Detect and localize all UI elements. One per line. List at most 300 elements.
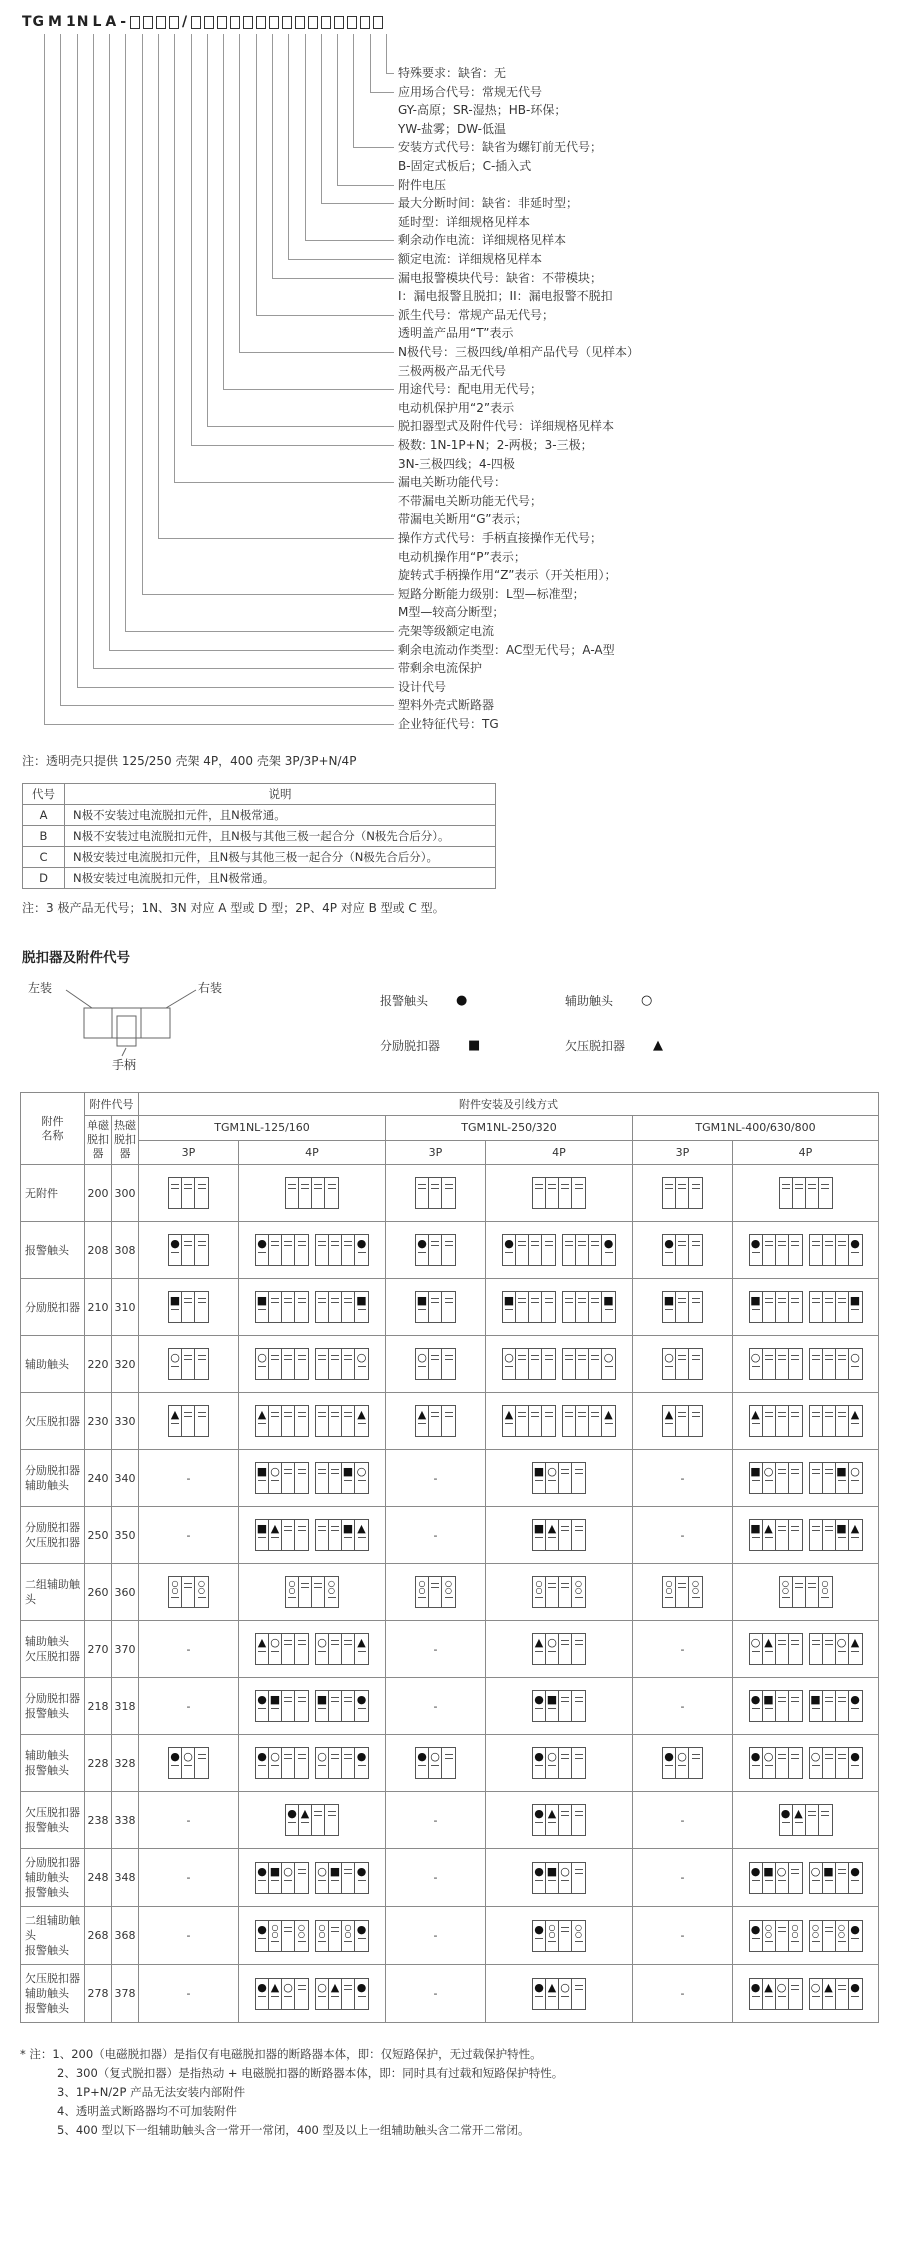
pole-diagram [749, 1405, 803, 1437]
contact-tick [284, 1416, 292, 1417]
annotation-connector-vertical [158, 34, 159, 538]
aux-contact-symbol: ○ [171, 1579, 179, 1588]
pole-diagram [532, 1177, 586, 1209]
alarm-contact-symbol: ● [257, 1237, 267, 1250]
contact-tick [561, 1184, 569, 1185]
annotation-connector-vertical [191, 34, 192, 445]
accessory-name-line: 报警触头 [25, 1886, 69, 1899]
contact-tick [812, 1765, 820, 1766]
single-magnetic-code: 250 [85, 1507, 112, 1564]
contact-tick [318, 1530, 326, 1531]
contact-tick [318, 1941, 326, 1942]
shunt-release-symbol: ■ [316, 1693, 328, 1706]
footnotes [20, 2045, 880, 2140]
aux-contact-symbol: ○ [838, 1922, 845, 1932]
pole-diagram [562, 1405, 616, 1437]
accessory-name-line: 无附件 [25, 1186, 58, 1200]
pole-compartment [849, 1634, 862, 1664]
model-code-segment: 1N [65, 14, 90, 30]
pole-compartment [342, 1979, 355, 2009]
pole-compartment [416, 1748, 429, 1778]
pole-compartment [836, 1406, 849, 1436]
contact-tick [184, 1241, 192, 1242]
pole-diagram [415, 1348, 456, 1380]
pole-compartment [316, 1520, 329, 1550]
contact-tick [445, 1355, 453, 1356]
aux-contact-symbol: ○ [317, 1980, 327, 1994]
contact-tick [851, 1765, 859, 1766]
annotation-line: 操作方式代号：手柄直接操作无代号； [398, 531, 603, 545]
pole-compartment [182, 1406, 195, 1436]
contact-tick [418, 1765, 426, 1766]
contact-tick [431, 1241, 439, 1242]
contact-tick [535, 1822, 543, 1823]
pole-compartment [823, 1406, 836, 1436]
contact-tick [782, 1188, 790, 1189]
contact-tick [575, 1815, 583, 1816]
contact-tick [752, 1423, 760, 1424]
contact-tick [548, 1996, 556, 1997]
pole-compartment [789, 1349, 802, 1379]
aux-contact-symbol: ○ [763, 1465, 774, 1478]
undervoltage-release-symbol: ▲ [417, 1408, 427, 1421]
contact-tick [431, 1188, 439, 1189]
annotation-connector-vertical [305, 34, 306, 240]
pole-compartment [806, 1577, 819, 1607]
contact-tick [271, 1537, 279, 1538]
pole-compartment [602, 1292, 615, 1322]
contact-tick [795, 1188, 803, 1189]
aux-contact-symbol: ○ [812, 1922, 819, 1932]
pole-compartment [429, 1292, 442, 1322]
pole-diagram [255, 1862, 309, 1894]
contact-tick [791, 1640, 799, 1641]
contact-tick [561, 1931, 569, 1932]
contact-tick [808, 1587, 816, 1588]
alarm-contact-symbol: ● [850, 1237, 860, 1250]
contact-tick [752, 1252, 760, 1253]
contact-tick [358, 1423, 366, 1424]
contact-tick [575, 1697, 583, 1698]
installation-cell: - [633, 1507, 733, 1564]
contact-tick [505, 1366, 513, 1367]
pole-diagram [415, 1747, 456, 1779]
alarm-contact-symbol: ● [850, 1980, 860, 1994]
alarm-contact-symbol: ● [257, 1980, 267, 1994]
contact-tick [808, 1188, 816, 1189]
pole-compartment [542, 1349, 555, 1379]
pole-compartment [819, 1178, 832, 1208]
left-install-label: 左装 [28, 981, 53, 995]
contact-tick [284, 1701, 292, 1702]
accessory-name-cell [21, 1450, 85, 1507]
contact-tick [198, 1302, 206, 1303]
annotation-line: 企业特征代号：TG [398, 717, 499, 731]
pole-compartment [676, 1292, 689, 1322]
double-aux-symbol [172, 1580, 179, 1594]
pole-compartment [546, 1863, 559, 1893]
pole-compartment [316, 1979, 329, 2009]
installation-cell [733, 1165, 879, 1222]
alarm-contact-symbol: ● [534, 1750, 544, 1763]
accessory-name-cell [21, 1621, 85, 1678]
contact-tick [825, 1927, 833, 1928]
annotation-text [398, 715, 499, 734]
contact-tick [825, 1644, 833, 1645]
contact-tick [535, 1480, 543, 1481]
shunt-release-symbol: ■ [663, 1294, 675, 1307]
pole-diagram [779, 1576, 833, 1608]
contact-tick [535, 1651, 543, 1652]
contact-tick [565, 1359, 573, 1360]
pole-diagram [255, 1405, 309, 1437]
contact-tick [284, 1644, 292, 1645]
aux-contact-symbol: ○ [504, 1351, 514, 1364]
contact-tick [778, 1644, 786, 1645]
contact-tick [578, 1355, 586, 1356]
contact-tick [518, 1412, 526, 1413]
contact-tick [825, 1302, 833, 1303]
pole-compartment [849, 1235, 862, 1265]
contact-tick [318, 1359, 326, 1360]
installation-cell [239, 1621, 386, 1678]
annotation-line: 电动机操作用“P”表示； [398, 549, 526, 564]
contact-tick [548, 1583, 556, 1584]
contact-tick [791, 1473, 799, 1474]
pole-compartment [819, 1805, 832, 1835]
code-description-cell: N极不安装过电流脱扣元件，且N极常通。 [65, 805, 496, 826]
contact-tick [548, 1537, 556, 1538]
installation-cell: - [139, 1621, 239, 1678]
contact-tick [358, 1765, 366, 1766]
contact-tick [344, 1941, 352, 1942]
installation-cell [733, 1450, 879, 1507]
code-letter-cell: A [23, 805, 65, 826]
aux-contact-symbol: ○ [418, 1579, 426, 1588]
contact-tick [545, 1241, 553, 1242]
pole-compartment [355, 1520, 368, 1550]
contact-tick [344, 1412, 352, 1413]
shunt-release-symbol: ■ [763, 1693, 774, 1706]
pole-diagram [255, 1348, 309, 1380]
contact-tick [851, 1480, 859, 1481]
pole-compartment [763, 1520, 776, 1550]
contact-tick [838, 1869, 846, 1870]
pole-diagram [809, 1633, 863, 1665]
pole-compartment [750, 1921, 763, 1951]
contact-tick [431, 1412, 439, 1413]
contact-tick [791, 1989, 799, 1990]
single-magnetic-code: 210 [85, 1279, 112, 1336]
model-code-box [156, 16, 166, 29]
contact-tick [578, 1241, 586, 1242]
contact-tick [692, 1412, 700, 1413]
annotation-connector-horizontal [191, 445, 394, 446]
annotation-line: B-固定式板后；C-插入式 [398, 158, 532, 173]
aux-contact-symbol: ○ [665, 1586, 673, 1595]
pole-diagram [749, 1633, 803, 1665]
annotation-line: 设计代号 [398, 679, 447, 694]
pole-compartment [429, 1406, 442, 1436]
contact-tick [531, 1245, 539, 1246]
accessory-row [21, 1621, 879, 1678]
pole-compartment [789, 1520, 802, 1550]
pole-compartment [195, 1178, 208, 1208]
accessory-name-line: 欠压脱扣器 [25, 1650, 80, 1663]
installation-cell: - [386, 1849, 486, 1907]
model-code-box [373, 16, 383, 29]
contact-tick [812, 1412, 820, 1413]
pole-compartment [256, 1634, 269, 1664]
contact-tick [284, 1931, 292, 1932]
model-code-box [282, 16, 292, 29]
contact-tick [825, 1754, 833, 1755]
pole-diagram [532, 1920, 586, 1952]
pole-diagram [662, 1291, 703, 1323]
aux-contact-symbol: ○ [603, 1351, 614, 1364]
contact-tick [575, 1184, 583, 1185]
contact-tick [328, 1597, 336, 1598]
aux-contact-symbol: ○ [548, 1929, 556, 1939]
annotation-connector-vertical [93, 34, 94, 668]
pole-diagram [502, 1291, 556, 1323]
contact-tick [298, 1355, 306, 1356]
contact-tick [445, 1758, 453, 1759]
contact-tick [318, 1526, 326, 1527]
installation-cell: - [386, 1507, 486, 1564]
contact-tick [431, 1416, 439, 1417]
aux-contact-symbol: ○ [791, 1922, 799, 1932]
aux-contact-symbol: ○ [418, 1586, 426, 1595]
pole-compartment [849, 1349, 862, 1379]
pole-compartment [836, 1292, 849, 1322]
contact-tick [765, 1241, 773, 1242]
pole-compartment [355, 1921, 368, 1951]
contact-tick [445, 1302, 453, 1303]
contact-tick [812, 1473, 820, 1474]
contact-tick [171, 1184, 179, 1185]
installation-cell [486, 1279, 633, 1336]
contact-tick [561, 1811, 569, 1812]
contact-tick [778, 1245, 786, 1246]
aux-contact-symbol: ○ [344, 1929, 352, 1939]
pole-compartment [572, 1979, 585, 2009]
contact-tick [605, 1423, 613, 1424]
contact-tick [575, 1941, 583, 1942]
annotation-line: 短路分断能力级别：L型—标准型； [398, 586, 585, 601]
legend-label: 欠压脱扣器 [565, 1039, 626, 1053]
annotation-connector-vertical [125, 34, 126, 631]
pole-diagram [532, 1747, 586, 1779]
pole-compartment [572, 1178, 585, 1208]
pole-compartment [776, 1748, 789, 1778]
pole-compartment [806, 1805, 819, 1835]
contact-tick [791, 1245, 799, 1246]
contact-tick [825, 1241, 833, 1242]
contact-tick [692, 1754, 700, 1755]
contact-tick [561, 1758, 569, 1759]
contact-tick [271, 1412, 279, 1413]
pole-compartment [836, 1349, 849, 1379]
contact-tick [765, 1355, 773, 1356]
contact-tick [752, 1765, 760, 1766]
contact-tick [331, 1758, 339, 1759]
contact-tick [271, 1355, 279, 1356]
pole-compartment [329, 1235, 342, 1265]
pole-compartment [776, 1463, 789, 1493]
contact-tick [812, 1302, 820, 1303]
pole-diagram [285, 1177, 339, 1209]
code-description-cell: N极安装过电流脱扣元件，且N极与其他三极一起合分（N极先合后分）。 [65, 847, 496, 868]
annotation-line: YW-盐雾；DW-低温 [398, 121, 506, 136]
pole-compartment [836, 1520, 849, 1550]
pole-compartment [529, 1406, 542, 1436]
annotation-connector-vertical [109, 34, 110, 650]
contact-tick [445, 1412, 453, 1413]
pole-diagram [255, 1920, 309, 1952]
annotation-connector-horizontal [256, 315, 394, 316]
pole-diagram [749, 1690, 803, 1722]
annotation-connector-vertical [386, 34, 387, 73]
pole-compartment [542, 1406, 555, 1436]
contact-tick [271, 1880, 279, 1881]
double-aux-symbol [822, 1580, 829, 1594]
pole-compartment [442, 1178, 455, 1208]
contact-tick [791, 1416, 799, 1417]
installation-cell: - [633, 1849, 733, 1907]
contact-tick [778, 1412, 786, 1413]
pole-compartment [195, 1748, 208, 1778]
pole-compartment [763, 1235, 776, 1265]
contact-tick [545, 1355, 553, 1356]
contact-tick [778, 1359, 786, 1360]
installation-cell [486, 1621, 633, 1678]
contact-tick [331, 1412, 339, 1413]
contact-tick [271, 1245, 279, 1246]
pole-compartment [269, 1235, 282, 1265]
accessory-table-head [21, 1093, 879, 1165]
contact-tick [791, 1359, 799, 1360]
pole-compartment [312, 1805, 325, 1835]
pole-compartment [503, 1349, 516, 1379]
contact-tick [301, 1587, 309, 1588]
contact-tick [575, 1188, 583, 1189]
contact-tick [575, 1754, 583, 1755]
contact-tick [184, 1359, 192, 1360]
thermal-magnetic-code: 350 [112, 1507, 139, 1564]
pole-compartment [776, 1979, 789, 2009]
pole-compartment [823, 1349, 836, 1379]
contact-tick [575, 1701, 583, 1702]
contact-tick [565, 1412, 573, 1413]
thermal-magnetic-code: 338 [112, 1792, 139, 1849]
contact-tick [184, 1184, 192, 1185]
accessory-name-line: 分励脱扣器 [25, 1300, 80, 1314]
pole-diagram [168, 1177, 209, 1209]
contact-tick [298, 1302, 306, 1303]
shunt-release-symbol: ■ [533, 1465, 545, 1478]
contact-tick [258, 1309, 266, 1310]
contact-tick [271, 1996, 279, 1997]
pole-compartment [533, 1691, 546, 1721]
accessory-row [21, 1507, 879, 1564]
aux-contact-symbol: ○ [270, 1750, 280, 1763]
pole-compartment [663, 1178, 676, 1208]
pole-compartment [563, 1292, 576, 1322]
alarm-contact-symbol: ● [257, 1693, 267, 1706]
contact-tick [825, 1530, 833, 1531]
contact-tick [591, 1302, 599, 1303]
contact-tick [331, 1697, 339, 1698]
contact-tick [665, 1597, 673, 1598]
pole-compartment [776, 1520, 789, 1550]
contact-tick [344, 1869, 352, 1870]
double-aux-symbol [692, 1580, 699, 1594]
accessory-name-cell [21, 1279, 85, 1336]
contact-tick [198, 1412, 206, 1413]
accessory-name-cell [21, 1222, 85, 1279]
pole-compartment [559, 1463, 572, 1493]
pole-compartment [256, 1463, 269, 1493]
contact-tick [838, 1302, 846, 1303]
contact-tick [301, 1822, 309, 1823]
shunt-release-symbol: ■ [503, 1294, 515, 1307]
annotation-text [398, 622, 494, 641]
annotation-line: 附件电压 [398, 177, 447, 192]
pole-compartment [256, 1520, 269, 1550]
pole-compartment [269, 1691, 282, 1721]
contact-tick [838, 1480, 846, 1481]
pole-diagram [255, 1291, 309, 1323]
contact-tick [318, 1245, 326, 1246]
contact-tick [778, 1241, 786, 1242]
pole-compartment [819, 1577, 832, 1607]
installation-cell [239, 1507, 386, 1564]
pole-compartment [689, 1748, 702, 1778]
pole-compartment [442, 1748, 455, 1778]
accessory-name-line: 欠压脱扣器 [25, 1806, 80, 1819]
installation-cell [139, 1735, 239, 1792]
header-line: 器 [92, 1147, 104, 1160]
contact-tick [271, 1359, 279, 1360]
annotation-connector-horizontal [321, 203, 394, 204]
pole-compartment [282, 1748, 295, 1778]
pole-diagram [168, 1348, 209, 1380]
annotation-text [398, 176, 446, 195]
pole-compartment [355, 1349, 368, 1379]
footnote-line: 3、1P+N/2P 产品无法安装内部附件 [57, 2085, 246, 2099]
aux-contact-symbol: ○ [575, 1929, 582, 1939]
contact-tick [331, 1530, 339, 1531]
contact-tick [298, 1412, 306, 1413]
pole-diagram [562, 1291, 616, 1323]
aux-contact-symbol: ○ [692, 1579, 699, 1588]
contact-tick [298, 1241, 306, 1242]
contact-tick [591, 1241, 599, 1242]
contact-tick [838, 1985, 846, 1986]
shunt-release-symbol: ■ [810, 1693, 821, 1706]
contact-tick [431, 1302, 439, 1303]
contact-tick [838, 1989, 846, 1990]
installation-cell [486, 1735, 633, 1792]
pole-compartment [516, 1235, 529, 1265]
thermal-magnetic-code: 330 [112, 1393, 139, 1450]
annotation-text [398, 250, 542, 269]
legend-label: 分励脱扣器 [380, 1039, 441, 1053]
pole-compartment [546, 1805, 559, 1835]
pole-compartment [295, 1979, 308, 2009]
pole-diagram [315, 1978, 369, 2010]
